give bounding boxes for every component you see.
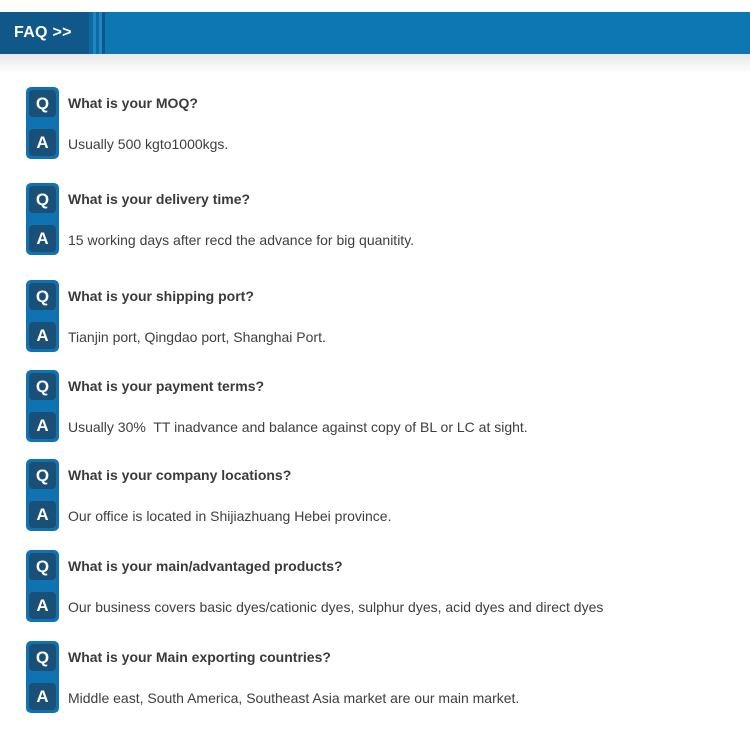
faq-item-delivery-time (26, 183, 726, 255)
answer-badge-icon: A (29, 592, 56, 619)
faq-item-moq (26, 87, 726, 159)
question-badge-icon: Q (29, 283, 56, 310)
qa-badge-column (26, 641, 59, 713)
answer-badge-icon: A (29, 225, 56, 252)
answer-badge-icon: A (29, 412, 56, 439)
qa-badge-column (26, 280, 59, 352)
faq-answer: 15 working days after recd the advance for big quanitity. (68, 232, 415, 248)
question-badge-icon: Q (29, 644, 56, 671)
faq-item-main-products (26, 550, 726, 622)
faq-item-exporting-countries (26, 641, 726, 713)
faq-item-company-locations (26, 459, 726, 531)
faq-item-payment-terms (26, 370, 726, 442)
faq-question: What is your MOQ? (68, 95, 198, 111)
answer-badge-icon: A (29, 322, 56, 349)
faq-answer: Our business covers basic dyes/cationic dyes, sulphur dyes, acid dyes and direct dyes (68, 599, 604, 615)
qa-badge-column (26, 370, 59, 442)
question-badge-icon: Q (29, 373, 56, 400)
faq-item-shipping-port (26, 280, 726, 352)
faq-question: What is your payment terms? (68, 378, 265, 394)
faq-header-title: FAQ >> (0, 12, 89, 54)
question-badge-icon: Q (29, 186, 56, 213)
qa-badge-column (26, 87, 59, 159)
faq-question: What is your delivery time? (68, 191, 251, 207)
faq-answer: Usually 30% TT inadvance and balance against copy of BL or LC at sight. (68, 419, 528, 435)
qa-badge-column (26, 459, 59, 531)
qa-badge-column (26, 550, 59, 622)
answer-badge-icon: A (29, 129, 56, 156)
answer-badge-icon: A (29, 501, 56, 528)
faq-answer: Usually 500 kgto1000kgs. (68, 136, 229, 152)
faq-question: What is your main/advantaged products? (68, 558, 343, 574)
answer-badge-icon: A (29, 683, 56, 710)
question-badge-icon: Q (29, 90, 56, 117)
faq-question: What is your company locations? (68, 467, 292, 483)
faq-answer: Our office is located in Shijiazhuang Hebei province. (68, 508, 392, 524)
question-badge-icon: Q (29, 553, 56, 580)
qa-badge-column (26, 183, 59, 255)
question-badge-icon: Q (29, 462, 56, 489)
faq-answer: Middle east, South America, Southeast Asia market are our main market. (68, 690, 520, 706)
faq-question: What is your Main exporting countries? (68, 649, 331, 665)
faq-question: What is your shipping port? (68, 288, 254, 304)
faq-answer: Tianjin port, Qingdao port, Shanghai Port. (68, 329, 326, 345)
